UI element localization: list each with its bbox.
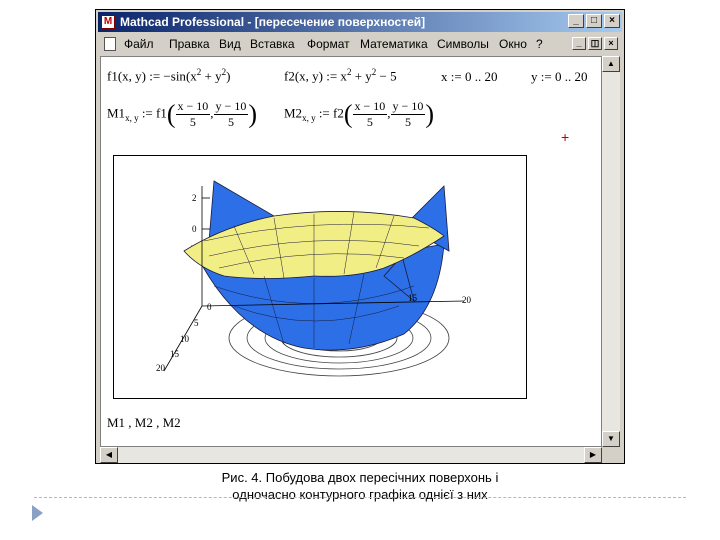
doc-restore-button[interactable]: ◫ (588, 37, 602, 50)
menu-format[interactable]: Формат (307, 37, 350, 51)
y-range[interactable]: y := 0 .. 20 (531, 69, 588, 84)
crosshair-cursor: + (561, 129, 570, 145)
surface-plot[interactable] (113, 155, 527, 399)
doc-minimize-button[interactable]: _ (572, 37, 586, 50)
scroll-down-arrow-icon[interactable]: ▼ (602, 431, 620, 447)
x-tick-15: 15 (408, 293, 417, 303)
mathcad-window (95, 9, 625, 464)
menu-insert[interactable]: Вставка (250, 37, 295, 51)
x-tick-20: 20 (462, 295, 471, 305)
y-tick-15: 15 (170, 349, 179, 359)
surface-plot-canvas (114, 156, 526, 398)
document-controls (570, 37, 618, 50)
z-tick-0: 0 (192, 224, 197, 234)
close-button[interactable]: × (604, 14, 620, 28)
minimize-button[interactable]: _ (568, 14, 584, 28)
x-range[interactable]: x := 0 .. 20 (441, 69, 498, 84)
menu-help[interactable]: ? (536, 37, 543, 51)
m2-definition[interactable]: $M2_{x, y}$ := f2( $\frac{x - 10}{5}$ , $\frac{y - 10}{5}$ ) (284, 99, 434, 129)
window-controls (566, 14, 620, 30)
slide-arrow-icon (32, 505, 43, 521)
menu-symbolics[interactable]: Символы (437, 37, 489, 51)
menu-file[interactable]: Файл (124, 37, 154, 51)
y-tick-10: 10 (180, 334, 189, 344)
menu-edit[interactable]: Правка (169, 37, 210, 51)
y-tick-20: 20 (156, 363, 165, 373)
mathcad-app-icon[interactable]: M (101, 15, 115, 29)
y-tick-5: 5 (194, 318, 199, 328)
vertical-scrollbar[interactable] (602, 56, 620, 447)
menu-view[interactable]: Вид (219, 37, 241, 51)
z-tick-2: 2 (192, 193, 197, 203)
doc-close-button[interactable]: × (604, 37, 618, 50)
f2-definition[interactable]: f2(x, y) := $x^2 + y^2 - 5$ (284, 67, 397, 84)
maximize-button[interactable]: □ (586, 14, 602, 28)
window-title: Mathcad Professional - [пересечение поверхностей] (120, 15, 426, 29)
figure-caption-line1: Рис. 4. Побудова двох пересічних поверхонь і (221, 470, 499, 485)
menu-window[interactable]: Окно (499, 37, 527, 51)
menu-math[interactable]: Математика (360, 37, 428, 51)
horizontal-scrollbar[interactable] (100, 447, 602, 463)
scroll-right-arrow-icon[interactable]: ▶ (584, 447, 602, 463)
f1-definition[interactable]: f1(x, y) := $-\sin(x^2 + y^2)$ (107, 67, 231, 84)
title-bar[interactable] (98, 12, 622, 32)
plot-placeholder-label[interactable]: M1 , M2 , M2 (107, 415, 181, 430)
document-icon[interactable] (104, 37, 116, 51)
scroll-up-arrow-icon[interactable]: ▲ (602, 56, 620, 72)
slide-divider (34, 497, 686, 498)
y-tick-0: 0 (207, 302, 212, 312)
worksheet[interactable] (100, 56, 602, 447)
menu-bar (98, 34, 622, 54)
figure-caption-line2: одночасно контурного графіка однієї з них (232, 487, 488, 502)
m1-definition[interactable]: $M1_{x, y}$ := f1( $\frac{x - 10}{5}$ , $\frac{y - 10}{5}$ ) (107, 99, 257, 129)
scroll-left-arrow-icon[interactable]: ◀ (100, 447, 118, 463)
